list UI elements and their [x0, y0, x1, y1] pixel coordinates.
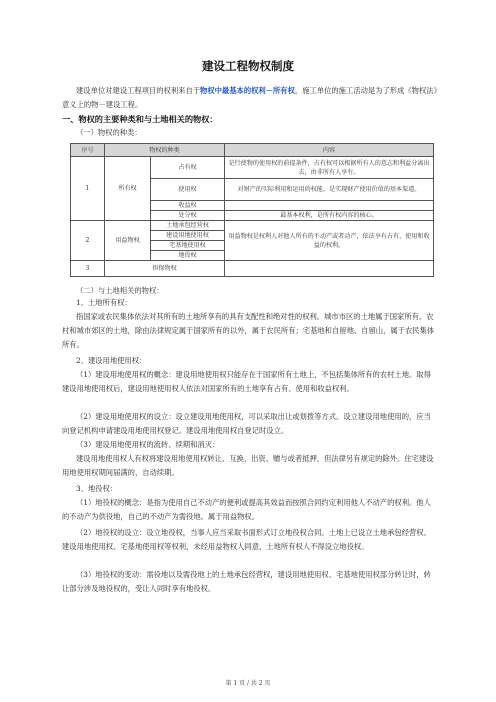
- sub-type: 地役权: [151, 251, 225, 261]
- sub-type: 建设用地使用权: [151, 231, 225, 241]
- sub-type: 土地承包经营权: [151, 221, 225, 231]
- page-title: 建设工程物权制度: [202, 59, 294, 73]
- sub-type: 宅基地使用权: [151, 241, 225, 251]
- header-cell: 序号: [71, 144, 105, 157]
- construction-land-p1: （1）建设用地使用权的概念：建设用地使用权只能存在于国家所有土地上，不包括集体所有的农村土地。取得建设用地使用权后，建设用地使用权人依法对国家所有的土地享有占有、使用和收益权利。: [62, 370, 431, 393]
- sub-type-desc: 用益物权是权利人对他人所有的不动产或者动产，依法享有占有、使用和收益的权利。: [225, 221, 434, 261]
- row-category: 用益物权: [105, 221, 151, 261]
- table-row: [71, 221, 434, 231]
- header-cell: 内容: [225, 144, 434, 157]
- easement-p3: （3）地役权的变动：需役地以及需役地上的土地承包经营权，建设用地使用权、宅基地使用权部分转让时，转让部分涉及地役权的，受让人同时享有地役权。: [62, 570, 431, 593]
- table-row: [71, 157, 434, 179]
- table-header-row: [71, 144, 434, 157]
- sub-type-desc: 是行使物的使用权的前提条件，占有权可以根据所有人的意志和利益分离出去，由非所有人享有。: [225, 157, 434, 179]
- easement-p1: （1）地役权的概念：是指为使用自己不动产的便利或提高其效益而按照合同约定利用他人不动产的权利。他人的不动产为供役地，自己的不动产为需役地。属于用益物权。: [62, 498, 431, 521]
- section1-heading: 一、物权的主要种类和与土地相关的物权：: [62, 114, 218, 124]
- header-cell: 物权的种类: [105, 144, 225, 157]
- row-number: 1: [71, 157, 105, 221]
- construction-land-p2: （2）建设用地使用权的设立：设立建设用地使用权，可以采取出让或划拨等方式。设立建设用地使用的，应当向登记机构申请建设用地使用权登记。建设用地使用权自登记时设立。: [62, 412, 431, 435]
- sub2-heading: （二）与土地相关的物权：: [76, 286, 164, 295]
- row-number: 3: [71, 261, 105, 277]
- sub-type-desc-empty: [225, 201, 434, 211]
- section-land-ownership-title: 1、土地所有权：: [76, 298, 132, 307]
- sub-type: 占有权: [151, 157, 225, 179]
- sub-type: 处分权: [151, 211, 225, 221]
- table-row: [71, 261, 434, 277]
- row-category: 所有权: [105, 157, 151, 221]
- construction-land-p3: （3）建设用地使用权的流转、续期和消灭：: [76, 440, 220, 449]
- sub-type-desc-empty: [225, 261, 434, 277]
- sub-type-desc: 对财产的实际利用和运用的权能，是实现财产使用价值的基本渠道。: [225, 179, 434, 201]
- intro-text-before: 建设单位对建设工程项目的权利来自于: [76, 86, 201, 95]
- property-rights-table: [70, 143, 434, 277]
- intro-highlight: 物权中最基本的权利－所有权: [200, 86, 295, 95]
- land-ownership-body: 指国家或农民集体依法对其所有的土地所享有的具有支配性和绝对性的权利。城市市区的土地属于国家所有。农村和城市郊区的土地，除由法律规定属于国家所有的以外，属于农民所有；宅基地和自留地、自留山，属于农民集体所有。: [62, 312, 435, 349]
- sub-type-desc: 最基本权利，是所有权内容的核心。: [225, 211, 434, 221]
- row-number: 2: [71, 221, 105, 261]
- sub-type: 使用权: [151, 179, 225, 201]
- row-category: 担保物权: [105, 261, 225, 277]
- sub-type: 收益权: [151, 201, 225, 211]
- page-footer: 第 1 页 / 共 2 页: [225, 680, 271, 687]
- intro-paragraph: [62, 84, 438, 112]
- section-construction-land-title: 2、建设用地使用权：: [76, 356, 147, 365]
- construction-land-p4: 建设用地使用权人有权将建设用地使用权转让、互换、出资、赠与或者抵押，但法律另有规定的除外。住宅建设用地使用权期间届满的，自动续期。: [62, 454, 434, 477]
- section-easement-title: 3、地役权：: [76, 484, 118, 493]
- easement-p2: （2）地役权的设立：设立地役权，当事人应当采取书面形式订立地役权合同。土地上已设立土地承包经营权、建设用地使用权、宅基地使用权等权利，未经用益物权人同意，土地所有权人不得设立地役权。: [62, 528, 431, 551]
- intro-text-after: ，施工单位的施工活动是为了形成《物权法》意义上的物－建设工程。: [62, 86, 438, 109]
- sub1-heading: （一）物权的种类：: [76, 128, 142, 137]
